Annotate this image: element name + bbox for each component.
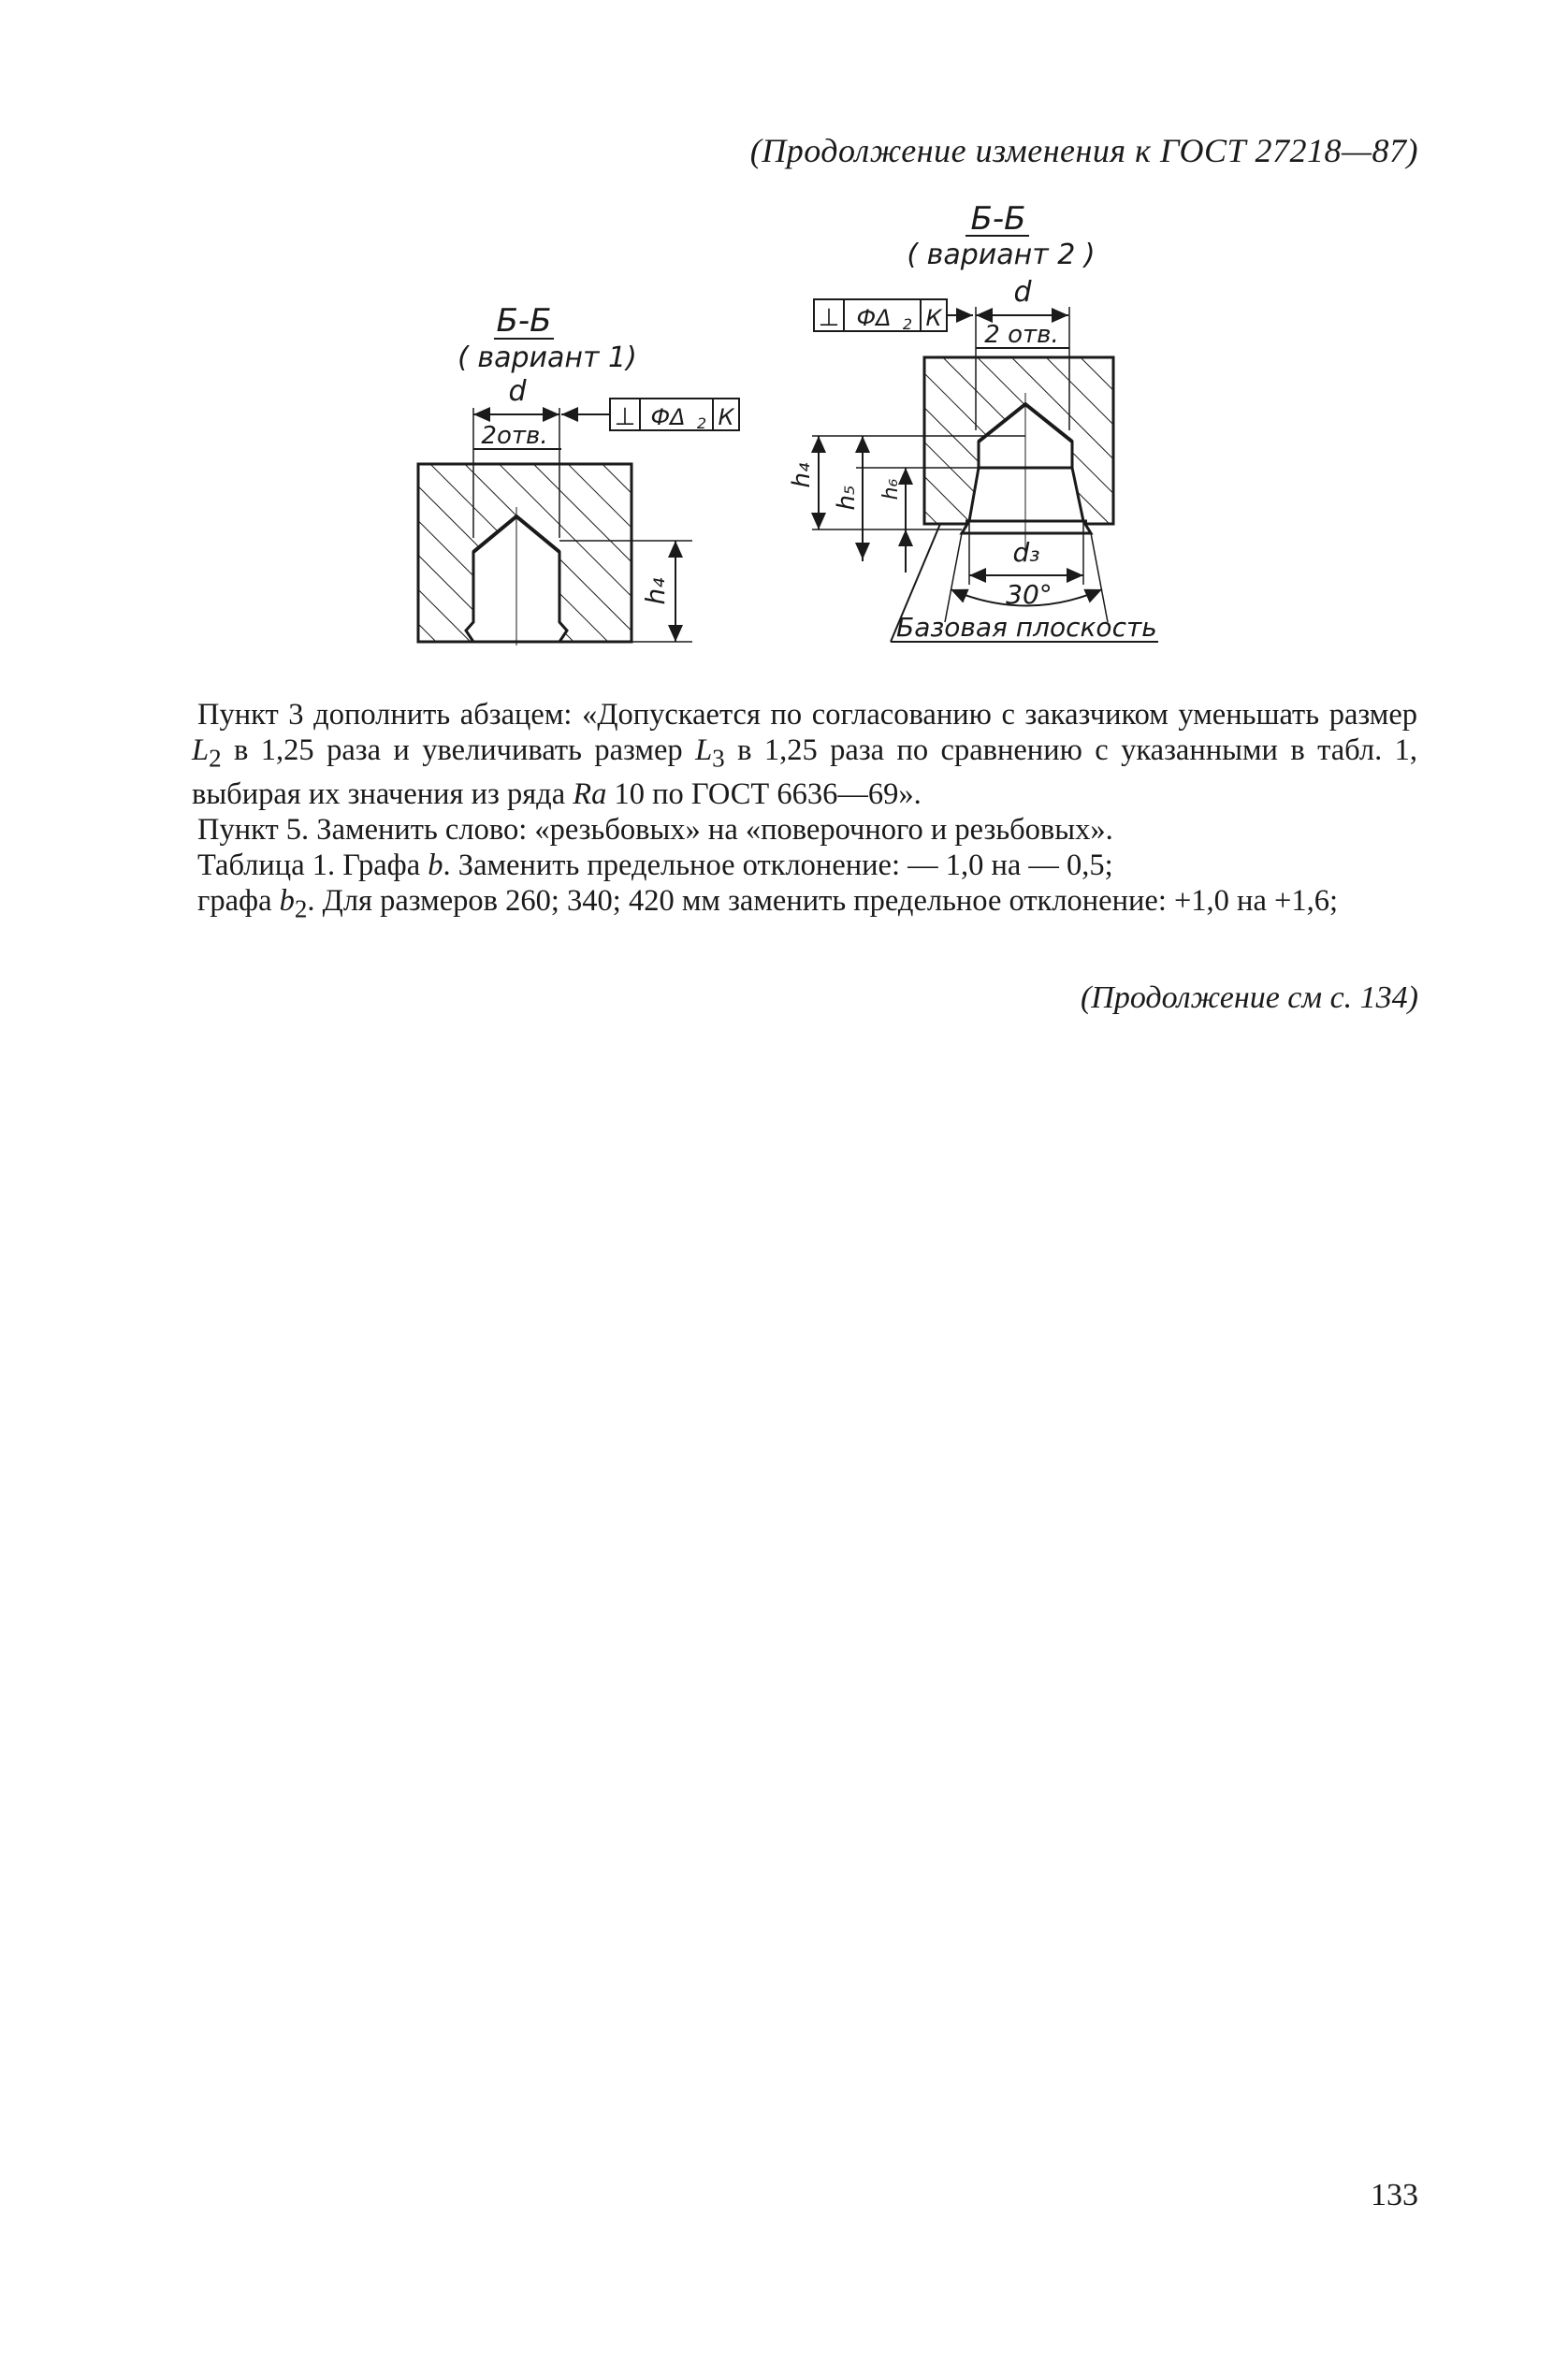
v2-dim-h5: h₅: [833, 485, 861, 511]
page-header: (Продолжение изменения к ГОСТ 27218—87): [749, 132, 1418, 169]
v1-tolerance-frame: [561, 399, 739, 432]
v1-tol-value: ФΔ: [650, 404, 686, 430]
paragraph-2: Пункт 5. Заменить слово: «резьбовых» на «поверочного и резьбовых».: [197, 812, 1113, 847]
v2-dim-d: d: [1013, 276, 1032, 309]
v2-dim-d3: d₃: [1012, 537, 1040, 568]
figure-variant-2: [788, 200, 1158, 643]
v2-tol-value: ФΔ: [856, 305, 892, 331]
v1-tol-datum: К: [718, 404, 734, 430]
v2-base-plane: Базовая плоскость: [896, 612, 1157, 643]
v1-tol-symbol: ⊥: [614, 403, 636, 431]
v1-variant-label: ( вариант 1): [457, 341, 637, 374]
v2-tol-symbol: ⊥: [818, 304, 840, 332]
v2-dim-angle: 30°: [1006, 579, 1053, 610]
technical-drawings: [0, 0, 1568, 674]
v1-dim-h4: h₄: [640, 577, 671, 605]
v1-section-label: Б-Б: [496, 302, 552, 340]
paragraph-4: графа $b_2$. Для размеров 260; 340; 420 мм заменить предельное отклонение: +1,0 на +1,6;: [197, 883, 1338, 922]
v1-dim-d: d: [508, 375, 527, 408]
paragraph-1: Пункт 3 дополнить абзацем: «Допускается по согласованию с заказчиком уменьшать размер $L_2$ в 1,25 раза и увеличивать размер $L_3$ в 1,25 раза по сравнению с указанными в табл. 1, выбирая их значения из ряда Ra 10 по ГОСТ 6636—69».: [192, 698, 1417, 811]
v2-tol-sub: 2: [902, 315, 913, 333]
v2-tol-datum: К: [925, 305, 942, 331]
v2-variant-label: ( вариант 2 ): [907, 239, 1096, 271]
page-number: 133: [1371, 2178, 1418, 2212]
continuation-note: (Продолжение см с. 134): [1080, 980, 1418, 1015]
body-text: [192, 697, 1417, 926]
v2-holes: 2 отв.: [984, 321, 1059, 349]
v1-tol-sub: 2: [696, 414, 707, 432]
v2-section-label: Б-Б: [970, 200, 1026, 238]
v2-tolerance-frame: [814, 299, 973, 333]
v2-dim-h6: h₆: [879, 478, 903, 500]
v2-dim-h4: h₄: [788, 462, 816, 488]
drawings-svg: [0, 0, 1568, 674]
paragraph-3: Таблица 1. Графа b. Заменить предельное отклонение: — 1,0 на — 0,5;: [197, 848, 1113, 882]
v1-holes: 2отв.: [481, 422, 548, 450]
figure-variant-1: [418, 302, 739, 645]
